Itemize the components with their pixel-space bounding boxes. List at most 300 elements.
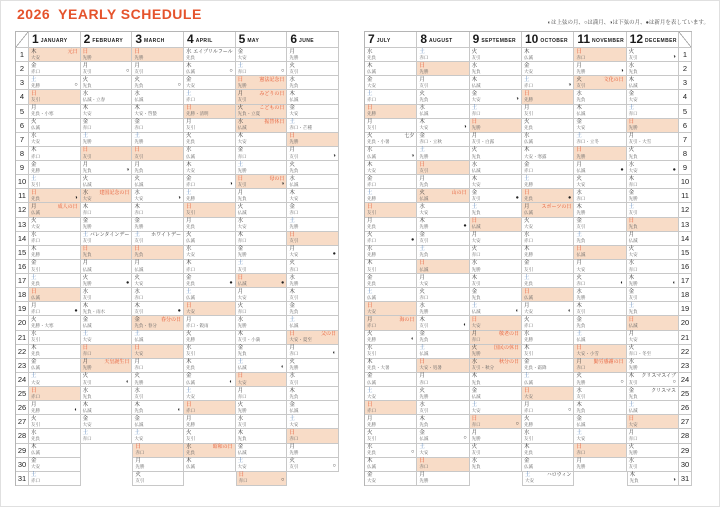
- weekday-char: 日: [628, 218, 635, 224]
- rokuyo-label: 友引: [31, 181, 40, 187]
- rokuyo-label: 赤口: [237, 238, 247, 244]
- day-cell-11-23: [574, 359, 626, 373]
- weekday-char: 土: [419, 48, 425, 55]
- rokuyo-label: 赤口・芒種: [289, 125, 312, 131]
- rokuyo-label: 仏滅: [31, 294, 40, 300]
- rokuyo-label: 先勝: [367, 111, 376, 117]
- rokuyo-label: 友引: [419, 82, 429, 88]
- day-cell-10-27: [522, 415, 574, 429]
- weekday-char: 水: [186, 345, 192, 352]
- day-cell-8-27: [417, 415, 469, 429]
- day-cell-6-20: [287, 316, 339, 330]
- weekday-char: 土: [237, 260, 244, 267]
- month-number: 12: [629, 32, 644, 46]
- day-cell-1-7: [29, 133, 81, 147]
- day-cell-6-27: [287, 415, 339, 429]
- weekday-char: 水: [31, 429, 37, 436]
- day-number-25: 25: [679, 387, 692, 401]
- day-cell-3-15: [132, 246, 184, 260]
- weekday-char: 木: [289, 387, 295, 394]
- weekday-char: 水: [419, 401, 425, 408]
- weekday-char: 土: [31, 373, 37, 380]
- weekday-char: 木: [628, 175, 635, 182]
- moon-first-icon: ◐: [672, 279, 676, 286]
- empty-cell: [184, 472, 236, 486]
- rokuyo-label: 大安: [31, 139, 40, 145]
- holiday-label: エイプリルフール: [193, 48, 233, 55]
- day-number-31: 31: [16, 472, 29, 486]
- holiday-label: 勤労感謝の日: [593, 359, 624, 366]
- weekday-char: 日: [82, 48, 89, 55]
- day-cell-9-1: [470, 48, 522, 62]
- day-cell-3-14: [132, 232, 184, 246]
- day-cell-4-10: [184, 175, 236, 189]
- day-cell-9-19: [470, 302, 522, 316]
- empty-cell: [81, 444, 133, 458]
- rokuyo-label: 先勝: [576, 294, 586, 300]
- rokuyo-label: 先負: [289, 82, 299, 88]
- weekday-char: 火: [237, 401, 244, 408]
- day-cell-8-20: [417, 316, 469, 330]
- weekday-char: 火: [134, 274, 140, 281]
- rokuyo-label: 赤口: [576, 450, 586, 456]
- rokuyo-label: 大安: [134, 351, 144, 357]
- rokuyo-label: 大安: [134, 280, 144, 286]
- rokuyo-label: 赤口: [186, 407, 195, 413]
- weekday-char: 月: [523, 302, 530, 309]
- day-cell-7-5: [365, 105, 417, 119]
- weekday-char: 金: [419, 331, 425, 337]
- weekday-char: 日: [523, 90, 530, 97]
- weekday-char: 木: [523, 444, 530, 450]
- month-header-8: [417, 32, 469, 48]
- rokuyo-label: 友引: [628, 464, 638, 470]
- day-cell-6-15: [287, 246, 339, 260]
- day-cell-6-29: [287, 444, 339, 458]
- weekday-char: 水: [471, 359, 478, 366]
- weekday-char: 火: [576, 373, 582, 380]
- rokuyo-label: 赤口: [31, 393, 40, 399]
- rokuyo-label: 友引・大雪: [628, 139, 652, 145]
- weekday-char: 金: [289, 401, 295, 408]
- moon-full-icon: ○: [463, 435, 467, 441]
- day-cell-12-13: [627, 218, 679, 232]
- day-cell-10-10: [522, 175, 574, 189]
- rokuyo-label: 先負: [186, 54, 195, 60]
- moon-last-icon: ◑: [281, 180, 285, 187]
- rokuyo-label: 先負: [134, 407, 144, 413]
- day-number-6: 6: [679, 119, 692, 133]
- weekday-char: 金: [367, 175, 373, 182]
- weekday-char: 火: [471, 147, 478, 154]
- weekday-char: 水: [576, 189, 582, 196]
- weekday-char: 火: [471, 345, 478, 352]
- day-cell-9-8: [470, 147, 522, 161]
- day-cell-5-10: [236, 175, 288, 189]
- holiday-label: 憲法記念日: [259, 76, 285, 83]
- rokuyo-label: 仏滅: [237, 210, 247, 215]
- day-cell-3-25: [132, 387, 184, 401]
- day-cell-9-27: [470, 415, 522, 429]
- moon-last-icon: ◑: [620, 67, 624, 74]
- rokuyo-label: 先勝: [134, 224, 144, 230]
- day-cell-12-16: [627, 260, 679, 274]
- day-cell-7-9: [365, 161, 417, 175]
- weekday-char: 土: [576, 331, 582, 337]
- weekday-char: 土: [628, 203, 635, 210]
- weekday-char: 土: [186, 189, 192, 196]
- weekday-char: 火: [419, 189, 425, 196]
- day-cell-11-1: [574, 48, 626, 62]
- rokuyo-label: 赤口: [134, 365, 144, 371]
- day-cell-7-30: [365, 458, 417, 472]
- rokuyo-label: 先負: [31, 351, 40, 357]
- rokuyo-label: 先勝: [289, 450, 299, 456]
- rokuyo-label: 先勝: [31, 82, 40, 88]
- weekday-char: 日: [289, 331, 295, 337]
- weekday-char: 火: [82, 274, 89, 281]
- rokuyo-label: 友引・白露: [471, 139, 495, 145]
- day-number-17: 17: [679, 274, 692, 288]
- day-cell-6-2: [287, 62, 339, 76]
- rokuyo-label: 大安: [471, 323, 481, 328]
- moon-new-icon: ●: [281, 279, 285, 286]
- rokuyo-label: 先負・霜降: [523, 365, 547, 371]
- rokuyo-label: 仏滅: [31, 450, 40, 456]
- rokuyo-label: 先負: [237, 351, 247, 357]
- day-cell-8-24: [417, 373, 469, 387]
- day-cell-2-22: [81, 345, 133, 359]
- day-cell-12-26: [627, 401, 679, 415]
- day-cell-1-27: [29, 415, 81, 429]
- day-cell-5-14: [236, 232, 288, 246]
- weekday-char: 日: [134, 345, 140, 352]
- weekday-char: 月: [31, 302, 37, 309]
- weekday-char: 土: [628, 105, 635, 111]
- rokuyo-label: 赤口: [31, 68, 40, 74]
- weekday-char: 日: [186, 203, 192, 210]
- weekday-char: 月: [576, 62, 582, 69]
- day-cell-1-9: [29, 161, 81, 175]
- rokuyo-label: 赤口: [82, 436, 92, 441]
- day-cell-12-21: [627, 331, 679, 345]
- rokuyo-label: 先負: [628, 393, 638, 399]
- day-number-12: 12: [679, 203, 692, 217]
- day-cell-7-21: [365, 331, 417, 345]
- rokuyo-label: 友引: [134, 153, 144, 159]
- day-cell-2-12: [81, 203, 133, 217]
- rokuyo-label: 先負: [628, 153, 638, 159]
- weekday-char: 木: [523, 246, 530, 253]
- rokuyo-label: 仏滅: [576, 111, 586, 117]
- rokuyo-label: 友引: [471, 280, 481, 286]
- day-cell-9-2: [470, 62, 522, 76]
- day-cell-9-29: [470, 444, 522, 458]
- rokuyo-label: 仏滅: [134, 266, 144, 272]
- day-cell-5-19: [236, 302, 288, 316]
- weekday-char: 水: [237, 415, 244, 422]
- day-cell-5-26: [236, 401, 288, 415]
- day-number-30: 30: [16, 458, 29, 472]
- rokuyo-label: 友引: [289, 464, 299, 470]
- weekday-char: 水: [628, 458, 635, 465]
- weekday-char: 日: [289, 232, 295, 239]
- day-cell-7-16: [365, 260, 417, 274]
- empty-cell: [81, 458, 133, 472]
- day-number-15: 15: [16, 246, 29, 260]
- rokuyo-label: 先勝: [628, 450, 638, 456]
- day-cell-6-9: [287, 161, 339, 175]
- weekday-char: 水: [82, 288, 89, 295]
- day-number-20: 20: [16, 316, 29, 330]
- day-cell-2-4: [81, 90, 133, 104]
- rokuyo-label: 大安: [419, 210, 429, 215]
- holiday-label: 成人の日: [57, 203, 78, 210]
- month-number: 9: [472, 32, 480, 46]
- day-cell-3-27: [132, 415, 184, 429]
- rokuyo-label: 仏滅: [289, 323, 299, 328]
- weekday-char: 木: [629, 472, 636, 479]
- day-cell-9-16: [470, 260, 522, 274]
- weekday-char: 金: [628, 90, 635, 97]
- weekday-char: 水: [419, 105, 425, 111]
- day-cell-9-28: [470, 429, 522, 443]
- day-cell-4-22: [184, 345, 236, 359]
- weekday-char: 木: [367, 260, 373, 267]
- rokuyo-label: 大安: [237, 139, 247, 145]
- weekday-char: 水: [471, 62, 478, 69]
- rokuyo-label: 赤口: [419, 464, 429, 470]
- weekday-char: 月: [523, 105, 530, 111]
- day-cell-11-12: [574, 203, 626, 217]
- rokuyo-label: 赤口: [576, 280, 586, 286]
- weekday-char: 水: [367, 444, 373, 450]
- weekday-char: 月: [419, 373, 425, 380]
- day-cell-9-23: [470, 359, 522, 373]
- weekday-char: 土: [31, 76, 37, 83]
- weekday-char: 火: [367, 429, 373, 436]
- weekday-char: 土: [134, 133, 140, 140]
- day-number-24: 24: [679, 373, 692, 387]
- rokuyo-label: 先負: [628, 68, 638, 74]
- month-header-6: [287, 32, 339, 48]
- day-number-1: 1: [679, 48, 692, 62]
- rokuyo-label: 大安: [628, 337, 638, 343]
- day-cell-10-22: [522, 345, 574, 359]
- day-cell-12-27: [627, 415, 679, 429]
- rokuyo-label: 先勝: [289, 224, 299, 230]
- weekday-char: 木: [82, 302, 89, 309]
- weekday-char: 土: [576, 232, 582, 239]
- holiday-label: 建国記念の日: [99, 189, 130, 196]
- day-cell-7-6: [365, 119, 417, 133]
- moon-last-icon: ◑: [177, 194, 181, 201]
- day-cell-7-25: [365, 387, 417, 401]
- rokuyo-label: 友引: [367, 210, 376, 215]
- rokuyo-label: 赤口: [367, 97, 376, 102]
- day-number-19: 19: [16, 302, 29, 316]
- weekday-char: 水: [237, 218, 244, 224]
- holiday-label: こどもの日: [259, 105, 285, 111]
- rokuyo-label: 友引: [523, 111, 533, 117]
- moon-first-icon: ◐: [281, 364, 285, 371]
- rokuyo-label: 先負: [628, 224, 638, 230]
- rokuyo-label: 先勝: [471, 436, 481, 441]
- rokuyo-label: 先負: [289, 393, 299, 399]
- weekday-char: 月: [576, 161, 582, 168]
- weekday-char: 土: [82, 232, 89, 239]
- rokuyo-label: 先負: [471, 379, 481, 385]
- rokuyo-label: 先負・立夏: [237, 111, 261, 117]
- day-number-3: 3: [16, 76, 29, 90]
- day-cell-3-16: [132, 260, 184, 274]
- day-cell-10-23: [522, 359, 574, 373]
- title-year: 2026: [17, 6, 51, 22]
- day-cell-4-29: [184, 444, 236, 458]
- day-cell-5-1: [236, 48, 288, 62]
- rokuyo-label: 友引: [289, 153, 299, 159]
- weekday-char: 土: [367, 387, 373, 394]
- day-cell-7-1: [365, 48, 417, 62]
- day-cell-1-13: [29, 218, 81, 232]
- day-cell-10-26: [522, 401, 574, 415]
- rokuyo-label: 仏滅: [419, 436, 429, 441]
- weekday-char: 金: [367, 76, 373, 83]
- day-cell-10-20: [522, 316, 574, 330]
- day-cell-10-11: [522, 189, 574, 203]
- weekday-char: 水: [471, 161, 478, 168]
- weekday-char: 火: [576, 175, 582, 182]
- weekday-char: 火: [289, 458, 295, 465]
- day-number-28: 28: [16, 429, 29, 443]
- rokuyo-label: 友引: [237, 181, 247, 187]
- day-number-31: 31: [679, 472, 692, 486]
- rokuyo-label: 先勝: [367, 421, 376, 427]
- day-number-24: 24: [16, 373, 29, 387]
- moon-full-icon: ○: [515, 420, 519, 427]
- day-cell-11-27: [574, 415, 626, 429]
- day-number-8: 8: [16, 147, 29, 161]
- moon-full-icon: ○: [672, 378, 676, 385]
- rokuyo-label: 先勝: [237, 323, 247, 328]
- weekday-char: 月: [471, 133, 478, 140]
- day-number-29: 29: [679, 444, 692, 458]
- rokuyo-label: 先勝: [31, 252, 40, 258]
- rokuyo-label: 赤口: [82, 125, 92, 131]
- weekday-char: 水: [31, 133, 37, 140]
- day-cell-7-15: [365, 246, 417, 260]
- weekday-char: 金: [523, 62, 530, 69]
- weekday-char: 金: [523, 260, 530, 267]
- weekday-char: 月: [367, 119, 373, 126]
- day-cell-1-22: [29, 345, 81, 359]
- moon-first-icon: ◐: [74, 406, 78, 413]
- weekday-char: 土: [471, 105, 478, 111]
- holiday-label: クリスマス: [651, 387, 676, 394]
- weekday-char: 日: [186, 302, 192, 309]
- rokuyo-label: 友引: [237, 421, 247, 427]
- rokuyo-label: 先負: [419, 97, 429, 102]
- rokuyo-label: 友引: [134, 238, 144, 244]
- weekday-char: 土: [237, 359, 244, 366]
- corner-diagonal-right: [679, 32, 692, 48]
- weekday-char: 木: [82, 401, 89, 408]
- weekday-char: 木: [82, 105, 89, 111]
- weekday-char: 金: [134, 119, 140, 126]
- rokuyo-label: 赤口: [628, 181, 638, 187]
- day-cell-9-14: [470, 232, 522, 246]
- weekday-char: 水: [31, 232, 37, 239]
- rokuyo-label: 大安: [186, 82, 195, 88]
- day-cell-3-9: [132, 161, 184, 175]
- month-header-2: [81, 32, 133, 48]
- weekday-char: 木: [31, 246, 37, 253]
- day-cell-9-20: [470, 316, 522, 330]
- weekday-char: 水: [523, 331, 530, 337]
- day-cell-7-17: [365, 274, 417, 288]
- rokuyo-label: 大安: [523, 308, 533, 314]
- day-cell-12-3: [627, 76, 679, 90]
- weekday-char: 木: [576, 203, 582, 210]
- day-cell-11-4: [574, 90, 626, 104]
- day-number-3: 3: [679, 76, 692, 90]
- rokuyo-label: 友引: [523, 266, 533, 272]
- weekday-char: 火: [419, 90, 425, 97]
- day-cell-2-13: [81, 218, 133, 232]
- day-number-1: 1: [16, 48, 29, 62]
- rokuyo-label: 友引: [82, 68, 92, 74]
- weekday-char: 火: [186, 429, 192, 436]
- day-number-19: 19: [679, 302, 692, 316]
- rokuyo-label: 先勝: [419, 393, 429, 399]
- weekday-char: 日: [367, 203, 373, 210]
- day-cell-6-26: [287, 401, 339, 415]
- weekday-char: 日: [238, 472, 245, 479]
- day-cell-5-13: [236, 218, 288, 232]
- corner-diagonal-left: [16, 32, 29, 48]
- rokuyo-label: 仏滅: [134, 181, 144, 187]
- weekday-char: 土: [471, 203, 478, 210]
- rokuyo-label: 赤口: [289, 210, 299, 215]
- moon-first-icon: ◐: [177, 406, 181, 413]
- day-cell-10-4: [522, 90, 574, 104]
- rokuyo-label: 友引: [134, 393, 144, 399]
- weekday-char: 土: [576, 429, 582, 436]
- rokuyo-label: 赤口: [186, 266, 195, 272]
- weekday-char: 金: [82, 415, 89, 422]
- rokuyo-label: 仏滅: [31, 365, 40, 371]
- rokuyo-label: 先負: [134, 82, 144, 88]
- weekday-char: 土: [237, 62, 244, 69]
- weekday-char: 土: [471, 401, 478, 408]
- day-cell-9-11: [470, 189, 522, 203]
- weekday-char: 土: [82, 133, 89, 140]
- day-cell-11-14: [574, 232, 626, 246]
- day-cell-9-21: [470, 331, 522, 345]
- month-header-11: [574, 32, 626, 48]
- moon-full-icon: ○: [281, 477, 285, 484]
- rokuyo-label: 先勝: [82, 54, 92, 60]
- day-cell-6-22: [287, 345, 339, 359]
- rokuyo-label: 仏滅: [237, 450, 247, 456]
- moon-new-icon: ●: [568, 194, 572, 201]
- rokuyo-label: 大安: [289, 111, 299, 117]
- rokuyo-label: 大安: [82, 195, 92, 201]
- weekday-char: 月: [576, 458, 582, 465]
- rokuyo-label: 友引: [523, 436, 533, 441]
- weekday-char: 金: [628, 189, 635, 196]
- weekday-char: 木: [419, 218, 425, 224]
